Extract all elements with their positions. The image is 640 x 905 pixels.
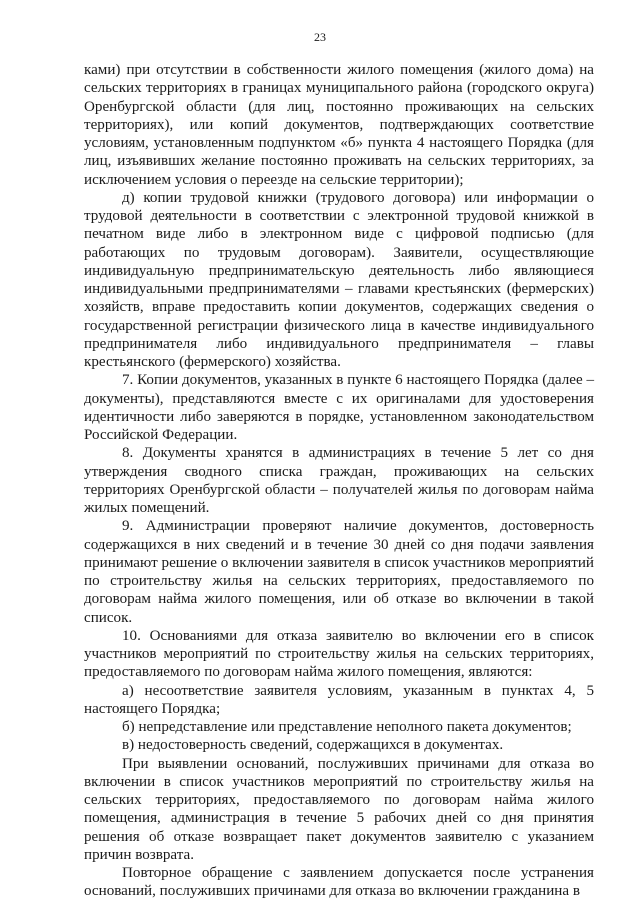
paragraph-10: 10. Основаниями для отказа заявителю во включении его в список участников мероприятий по строительству жилья на сельских территориях, предоставляемого по договорам найма жилого помещения, являются: bbox=[84, 627, 594, 681]
paragraph-continuation: ками) при отсутствии в собственности жилого помещения (жилого дома) на сельских территориях в границах муниципального района (городского округа) Оренбургской области (для лиц, постоянно проживающих на сельских территориях), или копий документов, подтверждающих соответствие условиям, установленным подпунктом «б» пункта 4 настоящего Порядка (для лиц, изъявивших желание постоянно проживать на сельских территориях, за исключением условия о переезде на сельские территории); bbox=[84, 62, 594, 188]
paragraph-10-b: б) непредставление или представление неполного пакета документов; bbox=[122, 719, 572, 735]
paragraph-8: 8. Документы хранятся в администрациях в течение 5 лет со дня утверждения сводного списка граждан, проживающих на сельских территориях Оренбургской области – получателей жилья по договорам найма жилых помещений. bbox=[84, 445, 594, 516]
paragraph-repeat-application: Повторное обращение с заявлением допускается после устранения оснований, послуживших причинами для отказа во включении гражданина в bbox=[84, 865, 594, 900]
paragraph-9: 9. Администрации проверяют наличие документов, достоверность содержащихся в них сведений и в течение 30 дней со дня подачи заявления принимают решение о включении заявителя в список участников мероприятий по строительству жилья на сельских территориях, предоставляемого по договорам найма жилого помещения, или об отказе во включении в такой список. bbox=[84, 518, 594, 626]
paragraph-refusal-return: При выявлении оснований, послуживших причинами для отказа во включении в список участников мероприятий по строительству жилья на сельских территориях, предоставляемого по договорам найма жилого помещения, администрация в течение 5 рабочих дней со дня принятия решения об отказе возвращает пакет документов заявителю с указанием причин возврата. bbox=[84, 755, 594, 863]
paragraph-7: 7. Копии документов, указанных в пункте 6 настоящего Порядка (далее – документы), представляются вместе с их оригиналами для удостоверения идентичности либо заверяются в порядке, установленном законодательством Российской Федерации. bbox=[84, 372, 594, 443]
paragraph-item-d: д) копии трудовой книжки (трудового договора) или информации о трудовой деятельности в соответствии с электронной трудовой книжкой в печатном виде либо в электронном виде с цифровой подписью (для работающих по трудовым договорам). Заявители, осуществляющие индивидуальную предпринимательскую деятельность либо являющиеся индивидуальными предпринимателями – главами крестьянских (фермерских) хозяйств, вправе предоставить копии документов, содержащих сведения о государственной регистрации физического лица в качестве индивидуального предпринимателя либо индивидуального предпринимателя – главы крестьянского (фермерского) хозяйства. bbox=[84, 189, 594, 370]
document-body bbox=[84, 61, 594, 901]
paragraph-10-a: а) несоответствие заявителя условиям, указанным в пунктах 4, 5 настоящего Порядка; bbox=[84, 682, 594, 717]
page-number: 23 bbox=[314, 30, 326, 44]
paragraph-10-v: в) недостоверность сведений, содержащихся в документах. bbox=[122, 737, 504, 754]
